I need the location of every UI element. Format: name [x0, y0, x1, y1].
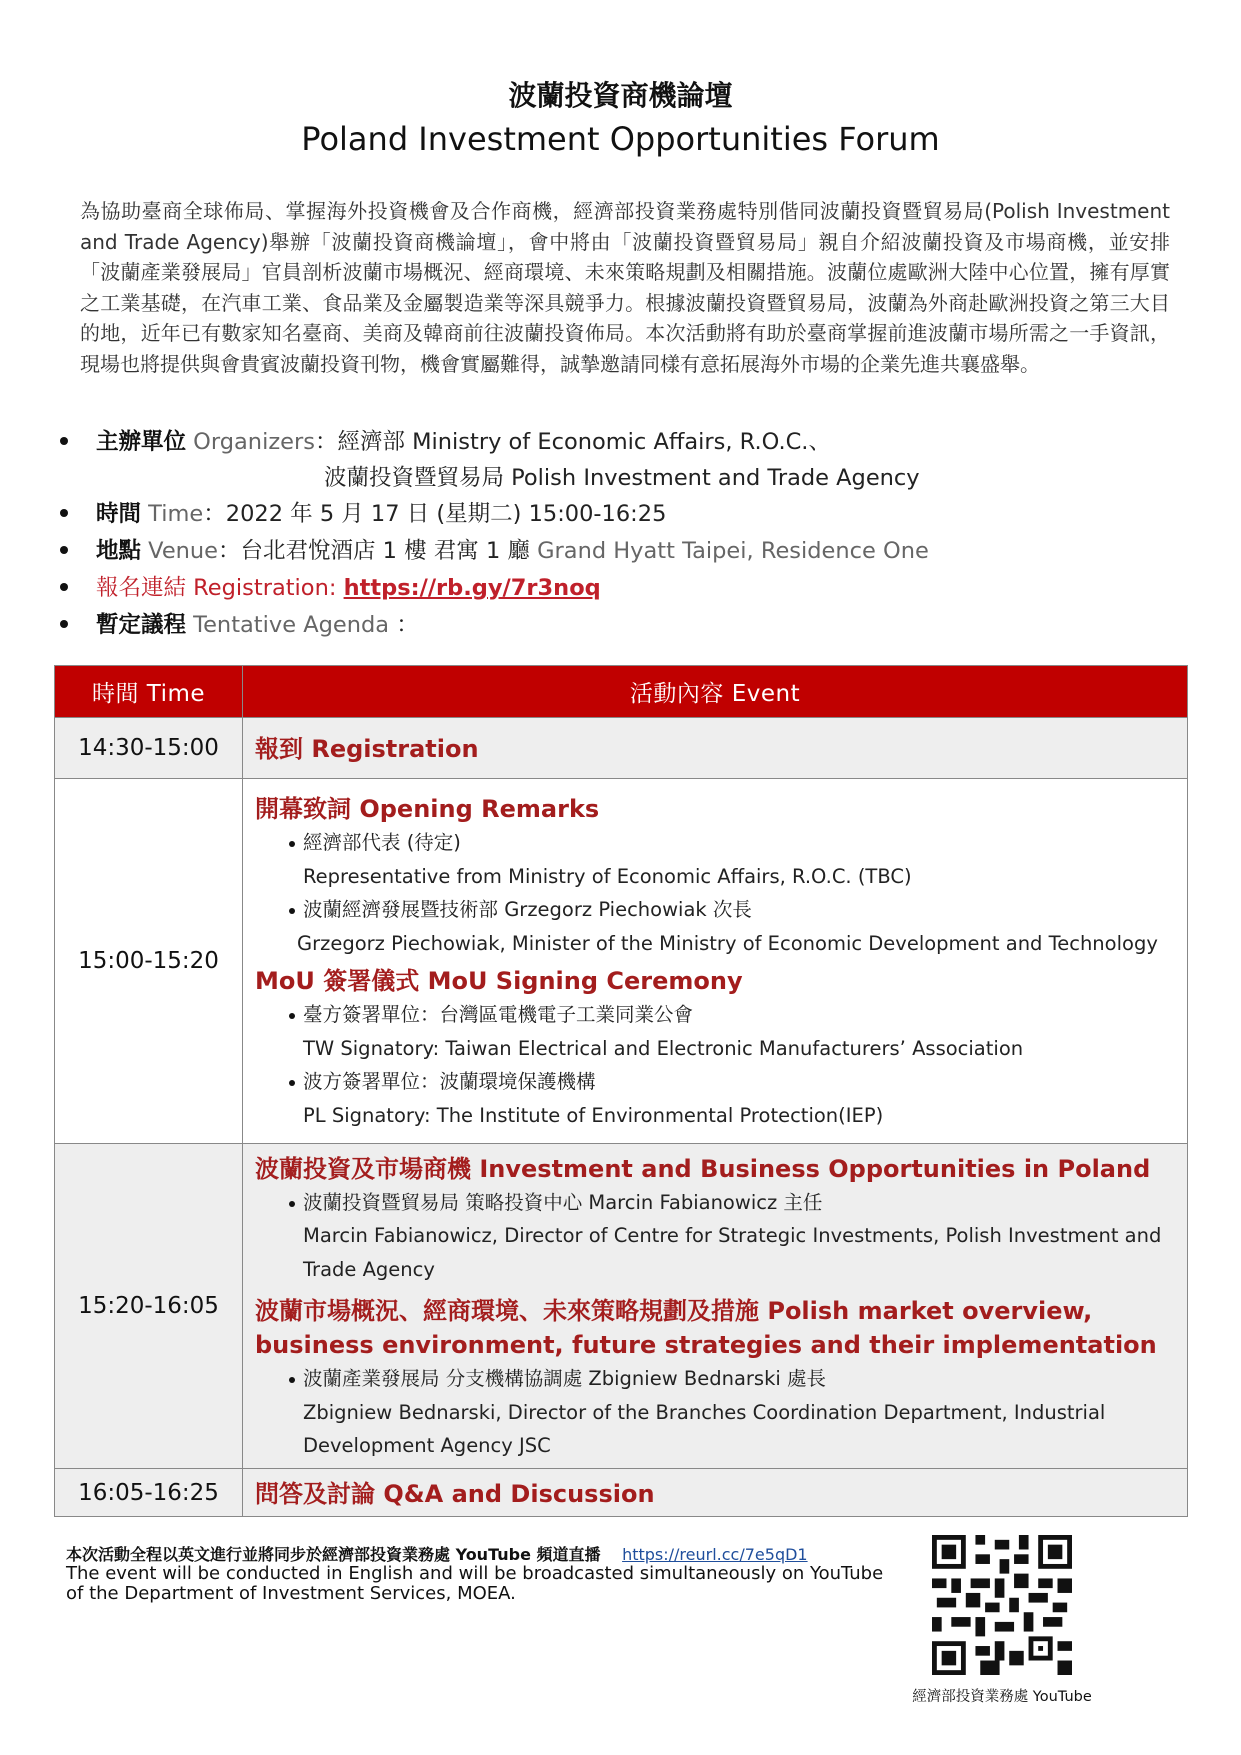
item-zh: 波方簽署單位：波蘭環境保護機構 — [303, 1070, 596, 1093]
agenda-table — [54, 665, 1188, 1517]
bullet-icon — [60, 437, 68, 445]
table-row — [55, 718, 1188, 779]
item-en: TW Signatory: Taiwan Electrical and Electronic Manufacturers’ Association — [303, 1036, 1024, 1060]
agenda-label-suffix: ： — [396, 612, 419, 638]
qr-caption: 經濟部投資業務處 YouTube — [912, 1689, 1092, 1705]
list-item — [289, 1065, 1175, 1132]
bullet-icon — [289, 841, 295, 847]
list-item — [289, 893, 1175, 960]
item-zh: 臺方簽署單位：台灣區電機電子工業同業公會 — [303, 1003, 694, 1026]
organizers-line-2 — [324, 460, 920, 492]
row-time: 16:05-16:25 — [55, 1469, 243, 1517]
bullet-icon — [60, 509, 68, 517]
page-title-en: Poland Investment Opportunities Forum — [301, 120, 940, 158]
row-event — [243, 718, 1188, 779]
item-zh: 波蘭經濟發展暨技術部 Grzegorz Piechowiak 次長 — [303, 898, 752, 921]
item-en: PL Signatory: The Institute of Environmental Protection(IEP) — [303, 1103, 884, 1127]
registration-label: 報名連結 Registration: — [96, 575, 337, 601]
bullet-icon — [60, 546, 68, 554]
venue-value-zh: ：台北君悅酒店 1 樓 君寓 1 廳 — [218, 538, 530, 564]
list-item — [289, 1186, 1175, 1287]
row-time: 15:00-15:20 — [55, 779, 243, 1144]
footer-note-en: The event will be conducted in English and will be broadcasted simultaneously on YouTube of the Department of Investment Services, MOEA. — [66, 1563, 884, 1604]
event-title: 開幕致詞 Opening Remarks — [255, 795, 600, 823]
item-en: Grzegorz Piechowiak, Minister of the Ministry of Economic Development and Technology — [297, 931, 1158, 955]
time-value: ：2022 年 5 月 17 日 (星期二) 15:00-16:25 — [203, 501, 667, 527]
header-event: 活動內容 Event — [243, 666, 1188, 718]
footer-note-zh-text: 本次活動全程以英文進行並將同步於經濟部投資業務處 YouTube 頻道直播 — [66, 1545, 601, 1564]
table-row — [55, 779, 1188, 1144]
bullet-icon — [289, 1201, 295, 1207]
event-title: 波蘭市場概況、經商環境、未來策略規劃及措施 Polish market overview, business environment, future strategies and their implementation — [255, 1297, 1157, 1359]
organizers-label-zh: 主辦單位 — [96, 429, 187, 455]
bullet-icon — [289, 1377, 295, 1383]
event-title: MoU 簽署儀式 MoU Signing Ceremony — [255, 967, 743, 995]
header-time: 時間 Time — [55, 666, 243, 718]
organizers-value-2: 波蘭投資暨貿易局 Polish Investment and Trade Agency — [324, 465, 920, 491]
venue-value-en: Grand Hyatt Taipei, Residence One — [537, 538, 929, 564]
agenda-header-row — [55, 666, 1188, 718]
row-event — [243, 1144, 1188, 1469]
bullet-icon — [289, 1080, 295, 1086]
row-time: 14:30-15:00 — [55, 718, 243, 779]
bullet-icon — [289, 1013, 295, 1019]
event-title: 報到 Registration — [255, 735, 479, 763]
youtube-link[interactable]: https://reurl.cc/7e5qD1 — [622, 1545, 808, 1564]
organizers-value: ：經濟部 Ministry of Economic Affairs, R.O.C.、 — [314, 429, 831, 455]
row-event — [243, 1469, 1188, 1517]
time-label-en: Time — [148, 501, 204, 527]
qr-code-icon[interactable] — [932, 1535, 1072, 1675]
registration-link[interactable]: https://rb.gy/7r3noq — [343, 575, 601, 601]
footer-note-zh — [66, 1542, 808, 1565]
list-item — [289, 826, 1175, 893]
venue-label-zh: 地點 — [96, 538, 142, 564]
bullet-icon — [60, 620, 68, 628]
venue-label-en: Venue — [148, 538, 219, 564]
agenda-label-zh: 暫定議程 — [96, 612, 187, 638]
event-title: 波蘭投資及市場商機 Investment and Business Opportunities in Poland — [255, 1154, 1151, 1183]
time-label-zh: 時間 — [96, 501, 142, 527]
item-en: Representative from Ministry of Economic Affairs, R.O.C. (TBC) — [303, 864, 912, 888]
page-title-zh: 波蘭投資商機論壇 — [508, 79, 733, 112]
bullet-icon — [60, 583, 68, 591]
item-zh: 波蘭投資暨貿易局 策略投資中心 Marcin Fabianowicz 主任 — [303, 1190, 823, 1214]
item-zh: 經濟部代表 (待定) — [303, 831, 461, 854]
item-en: Zbigniew Bednarski, Director of the Branches Coordination Department, Industrial Development Agency JSC — [303, 1400, 1106, 1457]
item-zh: 波蘭產業發展局 分支機構協調處 Zbigniew Bednarski 處長 — [303, 1367, 826, 1390]
organizers-label-en: Organizers — [193, 429, 315, 455]
event-title: 問答及討論 Q&A and Discussion — [255, 1479, 655, 1508]
agenda-label-en: Tentative Agenda — [193, 612, 390, 638]
list-item — [289, 998, 1175, 1065]
table-row — [55, 1144, 1188, 1469]
bullet-icon — [289, 908, 295, 914]
row-time: 15:20-16:05 — [55, 1144, 243, 1469]
row-event — [243, 779, 1188, 1144]
list-item — [289, 1362, 1175, 1463]
intro-paragraph: 為協助臺商全球佈局、掌握海外投資機會及合作商機，經濟部投資業務處特別偕同波蘭投資暨貿易局(Polish Investment and Trade Agency)舉辦「波蘭投資商機論壇」，會中將由「波蘭投資暨貿易局」親自介紹波蘭投資及市場商機，並安排「波蘭產業發展局」官員剖析波蘭市場概況、經商環境、未來策略規劃及相關措施。波蘭位處歐洲大陸中心位置，擁有厚實之工業基礎，在汽車工業、食品業及金屬製造業等深具競爭力。根據波蘭投資暨貿易局，波蘭為外商赴歐洲投資之第三大目的地，近年已有數家知名臺商、美商及韓商前往波蘭投資佈局。本次活動將有助於臺商掌握前進波蘭市場所需之一手資訊，現場也將提供與會貴賓波蘭投資刊物，機會實屬難得，誠摯邀請同樣有意拓展海外市場的企業先進共襄盛舉。 — [80, 199, 1170, 376]
table-row — [55, 1469, 1188, 1517]
item-en: Marcin Fabianowicz, Director of Centre for Strategic Investments, Polish Investment and Trade Agency — [303, 1224, 1162, 1281]
